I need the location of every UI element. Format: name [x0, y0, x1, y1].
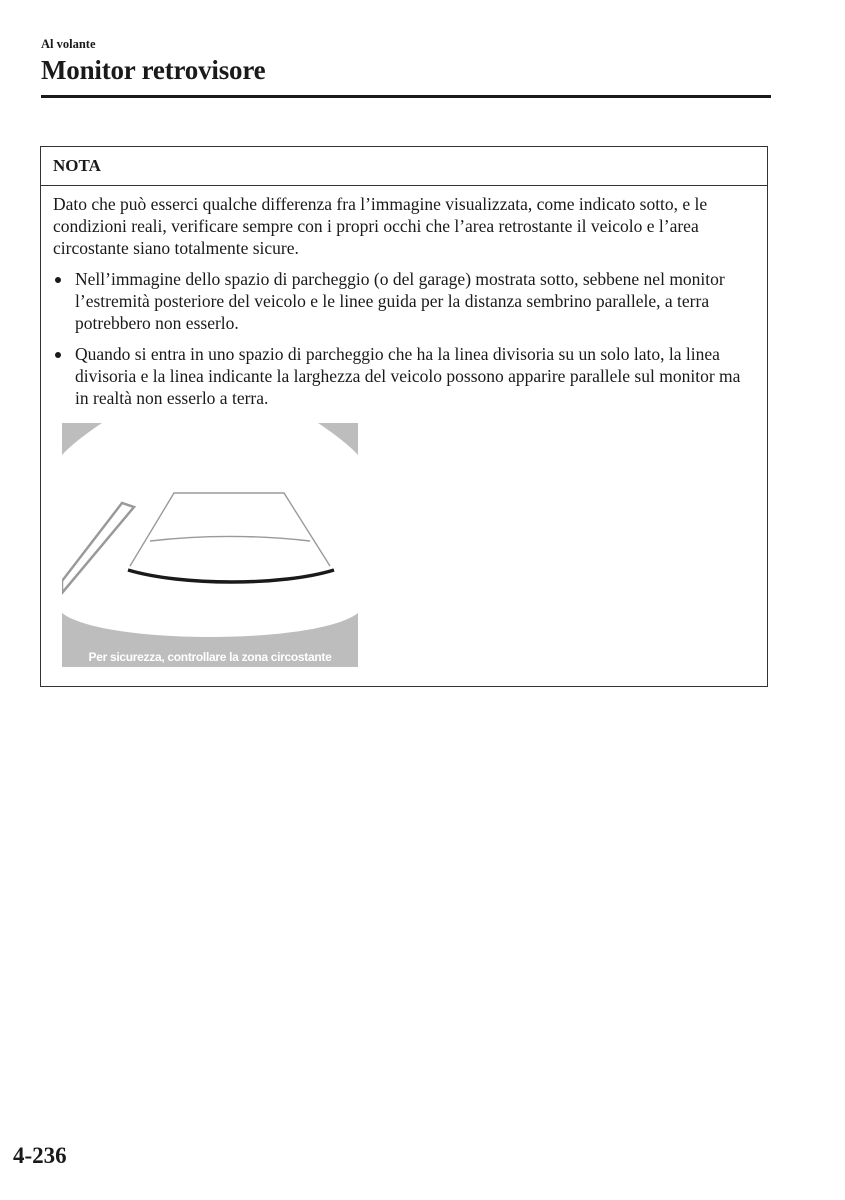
- bullet-icon: [55, 352, 61, 358]
- note-body: [41, 186, 767, 409]
- note-bullet-item: [53, 268, 753, 334]
- note-bullet-text: Quando si entra in uno spazio di parcheggio che ha la linea divisoria su un solo lato, la linea divisoria e la linea indicante la larghezza del veicolo possono apparire parallele sul monitor ma in realtà non esserlo a terra.: [75, 344, 741, 408]
- note-box: [40, 146, 768, 687]
- note-bullet-text: Nell’immagine dello spazio di parcheggio (o del garage) mostrata sotto, sebbene nel monitor l’estremità posteriore del veicolo e le linee guida per la distanza sembrino parallele, a terra potrebbero non esserlo.: [75, 269, 725, 333]
- rearview-monitor-illustration: [62, 423, 358, 667]
- note-bullet-item: [53, 343, 753, 409]
- rearview-monitor-image: [62, 423, 358, 667]
- section-label: Al volante: [41, 37, 96, 51]
- page-number: 4-236: [13, 1143, 67, 1168]
- note-bullet-list: [53, 268, 753, 409]
- title-rule: [41, 95, 771, 98]
- bullet-icon: [55, 277, 61, 283]
- note-heading: NOTA: [41, 147, 767, 186]
- note-intro: Dato che può esserci qualche differenza fra l’immagine visualizzata, come indicato sotto, e le condizioni reali, verificare sempre con i propri occhi che l’area retrostante il veicolo e l’area circostante siano totalmente sicure.: [53, 194, 708, 258]
- page-title: Monitor retrovisore: [41, 55, 266, 85]
- monitor-caption: Per sicurezza, controllare la zona circostante: [88, 650, 332, 664]
